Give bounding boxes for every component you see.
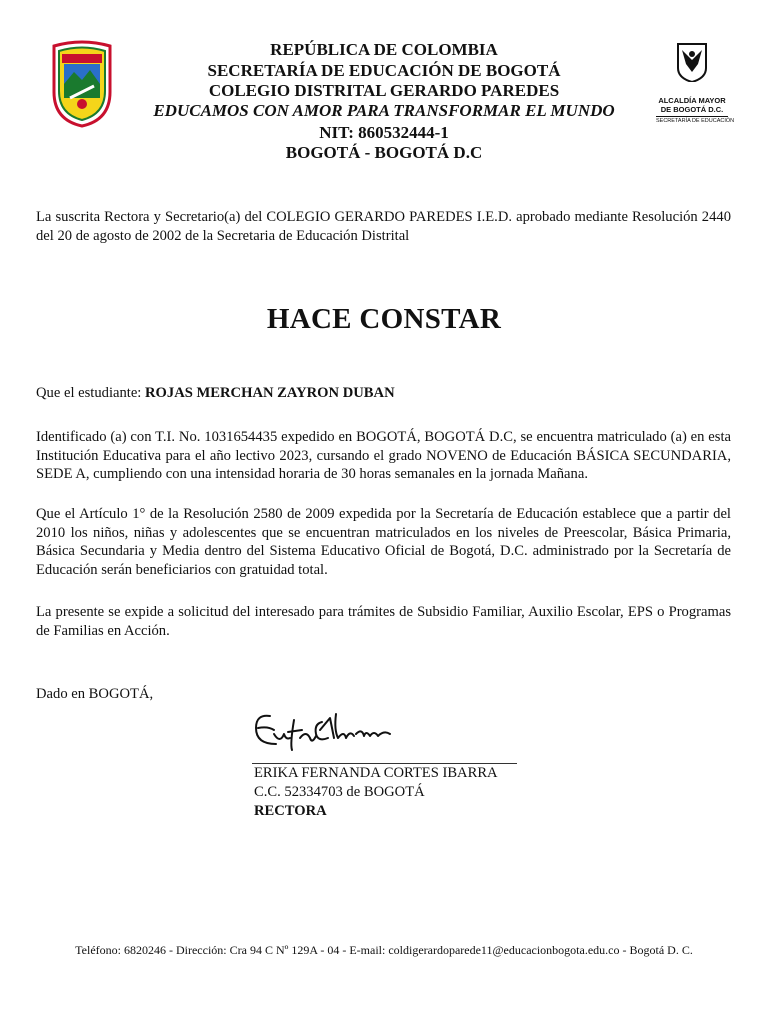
alcaldia-secretariat: SECRETARÍA DE EDUCACIÓN <box>656 118 735 124</box>
issued-line: Dado en BOGOTÁ, <box>36 686 154 702</box>
header-secretariat: SECRETARÍA DE EDUCACIÓN DE BOGOTÁ <box>207 61 561 80</box>
signatory-id: C.C. 52334703 de BOGOTÁ <box>254 784 425 800</box>
header-country: REPÚBLICA DE COLOMBIA <box>270 40 498 59</box>
header-school: COLEGIO DISTRITAL GERARDO PAREDES <box>208 81 560 100</box>
purpose-paragraph: La presente se expide a solicitud del interesado para trámites de Subsidio Familiar, Auxilio Escolar, EPS o Programas de Familias en Acción. <box>36 604 731 639</box>
intro-paragraph: La suscrita Rectora y Secretario(a) del COLEGIO GERARDO PAREDES I.E.D. aprobado mediante Resolución 2440 del 20 de agosto de 2002 de la Secretaria de Educación Distrital <box>36 209 731 244</box>
header-motto: EDUCAMOS CON AMOR PARA TRANSFORMAR EL MUNDO <box>153 101 615 120</box>
alcaldia-name-line2: DE BOGOTÁ D.C. <box>660 105 724 114</box>
signature-image <box>250 700 410 764</box>
alcaldia-name-line1: ALCALDÍA MAYOR <box>658 96 726 105</box>
footer-contact: Teléfono: 6820246 - Dirección: Cra 94 C Nº 129A - 04 - E-mail: coldigerardoparede11@educacionbogota.edu.co - Bogotá D. C. <box>75 943 693 957</box>
alcaldia-logo <box>652 42 735 124</box>
signatory-role: RECTORA <box>254 803 327 819</box>
resolution-paragraph: Que el Artículo 1° de la Resolución 2580 de 2009 expedida por la Secretaría de Educación establece que a partir del 2010 los niños, niñas y adolescentes que se encuentran matriculados en los niveles de Preescolar, Básica Primaria, Básica Secundaria y Media dentro del Sistema Educativo Oficial de Bogotá, D.C. administrado por la Secretaría de Educación serán beneficiarios con gratuidad total. <box>36 506 731 578</box>
signatory-name: ERIKA FERNANDA CORTES IBARRA <box>254 765 498 781</box>
student-prefix: Que el estudiante: <box>36 385 146 401</box>
header-city: BOGOTÁ - BOGOTÁ D.C <box>285 143 483 162</box>
student-name: ROJAS MERCHAN ZAYRON DUBAN <box>145 385 395 401</box>
document-title: HACE CONSTAR <box>266 303 502 335</box>
identification-paragraph: Identificado (a) con T.I. No. 1031654435 expedido en BOGOTÁ, BOGOTÁ D.C, se encuentra matriculado (a) en esta Institución Educativa para el año lectivo 2023, cursando el grado NOVENO de Educación BÁSICA SECUNDARIA, SEDE A, cumpliendo con una intensidad horaria de 30 horas semanales en la jornada Mañana. <box>36 429 731 482</box>
student-line <box>36 384 731 403</box>
school-crest-logo <box>50 40 114 128</box>
header-nit: NIT: 860532444-1 <box>319 123 449 142</box>
